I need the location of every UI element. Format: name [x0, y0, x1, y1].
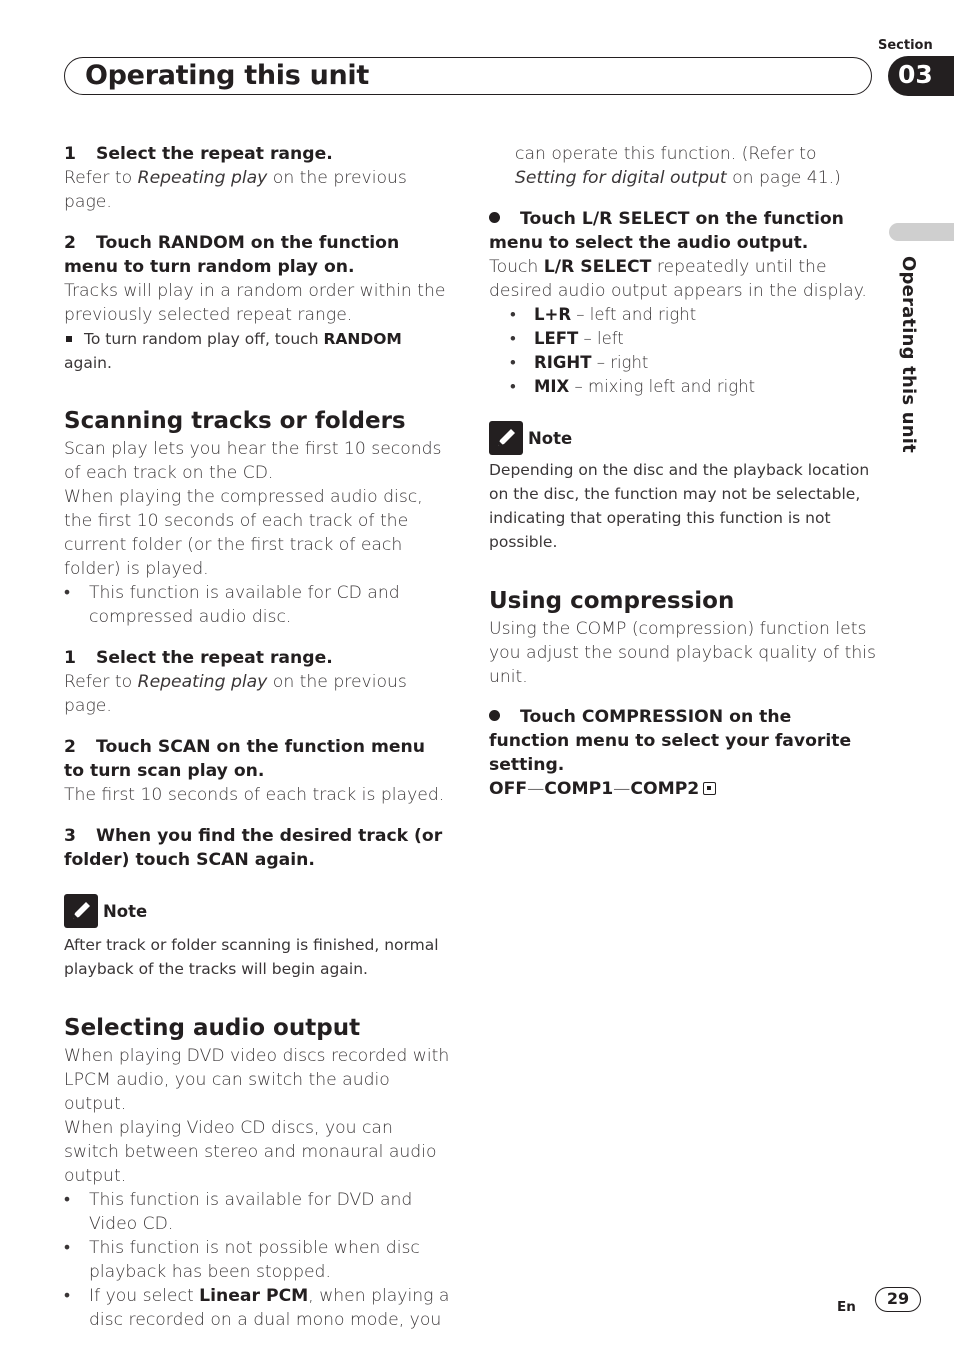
heading-scanning: Scanning tracks or folders: [64, 408, 406, 434]
audio-paragraph: When playing Video CD discs, you can switch between stereo and monaural audio output.: [64, 1118, 437, 1186]
side-tab-bar: [889, 223, 954, 241]
end-mark-icon: [703, 782, 716, 795]
step-bullet-icon: [489, 710, 500, 721]
list-item: • RIGHT – right: [510, 353, 649, 372]
compression-paragraph: Using the COMP (compression) function lets you adjust the sound playback quality of this unit.: [489, 619, 876, 687]
step-lr-select: Touch L/R SELECT on the function menu to select the audio output.: [489, 209, 844, 253]
language-label: En: [837, 1299, 856, 1315]
note-header: Note: [64, 894, 450, 928]
step-body: The first 10 seconds of each track is played.: [64, 785, 445, 805]
list-item: • This function is not possible when disc playback has been stopped.: [64, 1238, 420, 1282]
scan-paragraph: Scan play lets you hear the first 10 seconds of each track on the CD.: [64, 439, 442, 483]
note-pencil-icon: [64, 894, 98, 928]
continued-text: can operate this function. (Refer to Setting for digital output on page 41.): [515, 144, 841, 188]
list-item: • This function is available for CD and compressed audio disc.: [64, 583, 400, 627]
note-text: After track or folder scanning is finished, normal playback of the tracks will begin again.: [64, 936, 439, 978]
step-bullet-icon: [489, 212, 500, 223]
list-item: • This function is available for DVD and Video CD.: [64, 1190, 413, 1234]
scan-paragraph: When playing the compressed audio disc, the first 10 seconds of each track of the current folder (or the first track of each folder) is played.: [64, 487, 423, 579]
side-section-title: Operating this unit: [898, 256, 919, 453]
list-item: • MIX – mixing left and right: [510, 377, 756, 396]
step-body: Refer to Repeating play on the previous page.: [64, 672, 407, 716]
page-number: 29: [875, 1287, 921, 1312]
random-off-note: To turn random play off, touch RANDOM again.: [64, 330, 402, 372]
step-random: 2 Touch RANDOM on the function menu to turn random play on.: [64, 233, 400, 277]
note-header: Note: [489, 421, 877, 455]
list-item: • If you select Linear PCM, when playing a disc recorded on a dual mono mode, you: [64, 1286, 450, 1330]
step-body: Refer to Repeating play on the previous page.: [64, 168, 407, 212]
audio-paragraph: When playing DVD video discs recorded with LPCM audio, you can switch the audio output.: [64, 1046, 450, 1114]
step-compression: Touch COMPRESSION on the function menu to select your favorite setting.: [489, 707, 852, 775]
step-select-repeat: 1 Select the repeat range.: [64, 144, 333, 164]
list-item: • LEFT – left: [510, 329, 624, 348]
title-bar: [64, 57, 872, 95]
note-pencil-icon: [489, 421, 523, 455]
step-scan-again: 3 When you find the desired track (or folder) touch SCAN again.: [64, 826, 443, 870]
step-body: Tracks will play in a random order within the previously selected repeat range.: [64, 281, 446, 325]
step-scan: 2 Touch SCAN on the function menu to turn scan play on.: [64, 737, 425, 781]
note-text: Depending on the disc and the playback location on the disc, the function may not be selectable, indicating that operating this function is not possible.: [489, 461, 870, 551]
square-bullet-icon: [66, 336, 72, 342]
section-number: 03: [888, 56, 954, 96]
audio-output-options: [489, 303, 877, 399]
heading-audio-output: Selecting audio output: [64, 1015, 361, 1041]
right-column: [489, 142, 877, 801]
section-label: Section: [878, 38, 933, 53]
list-item: • L+R – left and right: [510, 305, 697, 324]
step-select-repeat: 1 Select the repeat range.: [64, 648, 333, 668]
left-column: [64, 142, 450, 1332]
compression-options: OFF—COMP1—COMP2: [489, 777, 877, 801]
page-title: Operating this unit: [85, 60, 369, 91]
heading-compression: Using compression: [489, 588, 735, 614]
step-body: Touch L/R SELECT repeatedly until the desired audio output appears in the display.: [489, 257, 867, 301]
